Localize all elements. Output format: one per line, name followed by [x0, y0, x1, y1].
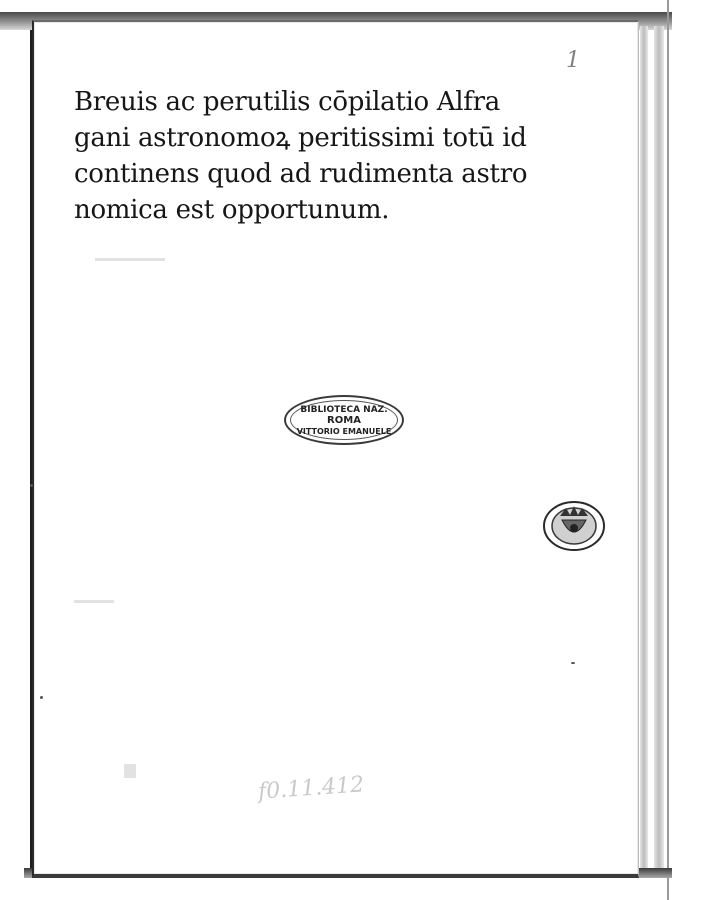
ink-speck — [40, 696, 43, 699]
coat-of-arms-seal-icon — [540, 498, 608, 554]
title-line-1: Breuis ac perutilis cōpilatio Alfra — [74, 87, 500, 117]
title-line-2: gani astronomoꝝ peritissimi totū id — [74, 123, 527, 153]
stamp-line-3: VITTORIO EMANUELE — [296, 427, 392, 436]
faint-offset-mark — [124, 764, 136, 778]
faint-offset-mark — [95, 258, 165, 261]
title-text — [74, 84, 534, 228]
title-line-3: continens quod ad rudimenta astro — [74, 159, 528, 189]
ink-speck — [571, 662, 575, 664]
title-line-4: nomica est opportunum. — [74, 195, 390, 225]
page-edge-strip — [640, 26, 648, 874]
book-binding-edge — [0, 22, 32, 878]
library-stamp — [284, 395, 404, 445]
ink-speck — [30, 484, 33, 487]
stamp-line-1: BIBLIOTECA NAZ. — [300, 405, 388, 415]
faint-offset-mark — [74, 600, 114, 603]
stamp-line-2: ROMA — [327, 415, 361, 426]
page-edge-strip-outer — [654, 26, 664, 874]
folio-number: 1 — [566, 48, 580, 73]
pencil-shelfmark: f0.11.412 — [257, 772, 365, 805]
scan-right-rule — [667, 0, 669, 900]
